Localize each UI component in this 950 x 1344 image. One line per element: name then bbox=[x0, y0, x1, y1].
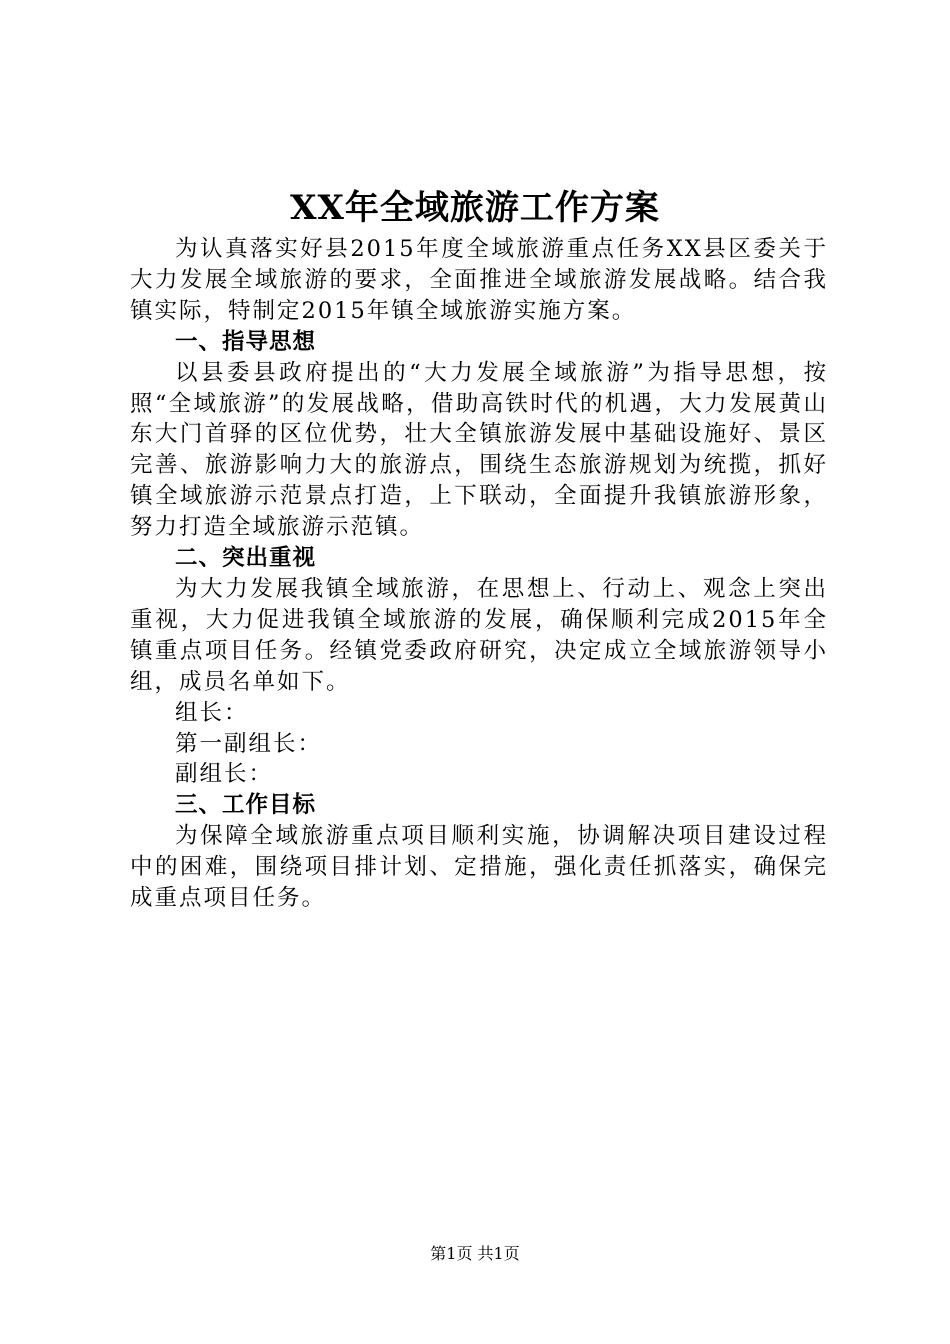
member-first-deputy-leader: 第一副组长： bbox=[175, 730, 323, 757]
intro-paragraph: 为认真落实好县2015年度全域旅游重点任务XX县区委关于大力发展全域旅游的要求，全面推进全域旅游发展战略。结合我镇实际，特制定2015年镇全域旅游实施方案。 bbox=[130, 236, 828, 324]
page-footer: 第1页 共1页 bbox=[430, 1244, 520, 1263]
section-heading-emphasis: 二、突出重视 bbox=[175, 545, 317, 572]
section-heading-work-goals: 三、工作目标 bbox=[175, 792, 317, 819]
section-heading-guiding-ideology: 一、指导思想 bbox=[175, 328, 317, 355]
document-title: XX年全域旅游工作方案 bbox=[290, 188, 660, 228]
document-body bbox=[130, 234, 828, 914]
section-text-guiding-ideology: 以县委县政府提出的“大力发展全域旅游”为指导思想，按照“全域旅游”的发展战略，借助高铁时代的机遇，大力发展黄山东大门首驿的区位优势，壮大全镇旅游发展中基础设施好、景区完善、旅游影响力大的旅游点，围绕生态旅游规划为统揽，抓好镇全域旅游示范景点打造，上下联动，全面提升我镇旅游形象，努力打造全域旅游示范镇。 bbox=[130, 359, 828, 541]
member-leader: 组长： bbox=[175, 699, 249, 726]
section-text-work-goals: 为保障全域旅游重点项目顺利实施，协调解决项目建设过程中的困难，围绕项目排计划、定措施，强化责任抓落实，确保完成重点项目任务。 bbox=[130, 823, 828, 912]
section-text-emphasis: 为大力发展我镇全域旅游，在思想上、行动上、观念上突出重视，大力促进我镇全域旅游的发展，确保顺利完成2015年全镇重点项目任务。经镇党委政府研究，决定成立全域旅游领导小组，成员名单如下。 bbox=[130, 575, 828, 695]
member-deputy-leader: 副组长： bbox=[175, 761, 274, 788]
